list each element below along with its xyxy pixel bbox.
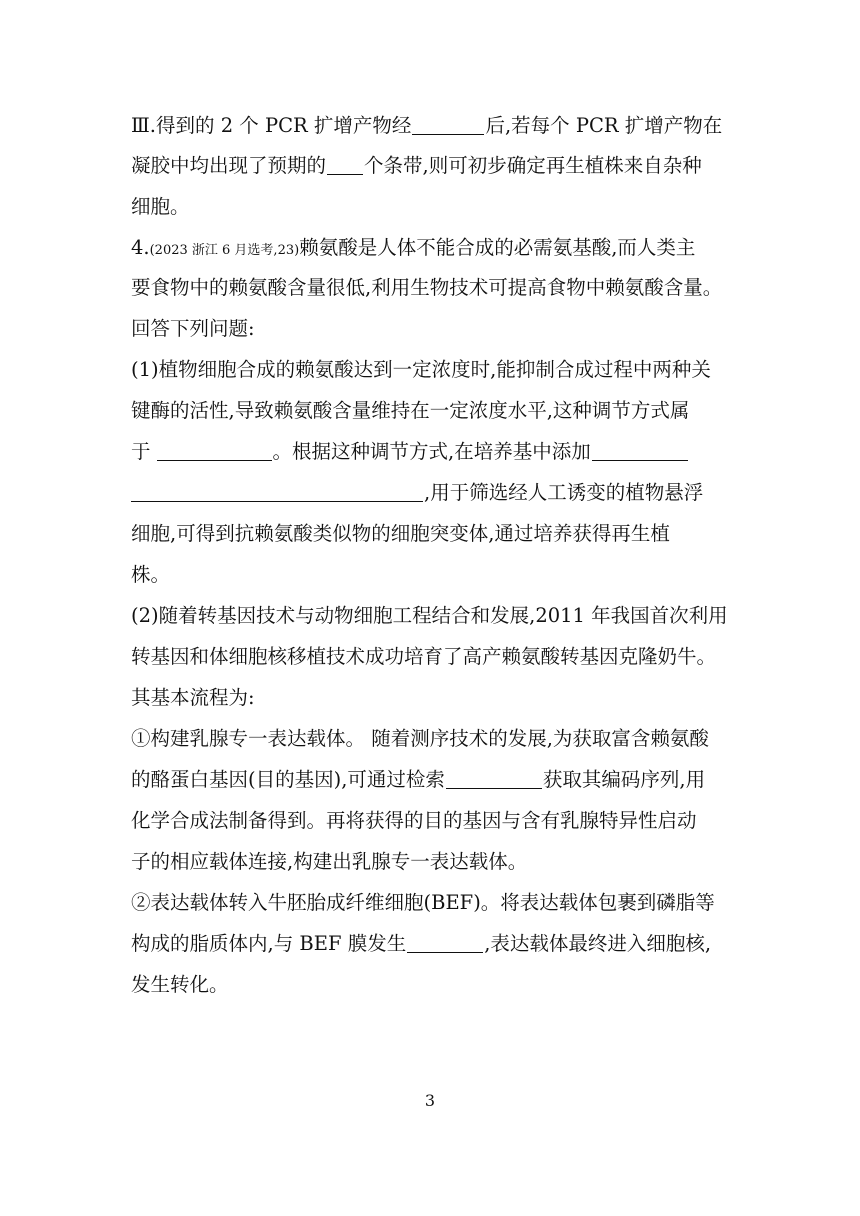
answer-blank[interactable]	[407, 932, 483, 953]
line-text: 的酪蛋白基因(目的基因),可通过检索	[131, 768, 445, 791]
text-line-8	[131, 397, 689, 425]
text-line-2	[131, 152, 702, 180]
question-4-heading	[131, 234, 695, 265]
line-text: 。根据这种调节方式,在培养基中添加	[272, 440, 591, 463]
line-text: 凝胶中均出现了预期的	[131, 154, 327, 177]
text-line-14	[131, 643, 716, 671]
line-text: 转基因和体细胞核移植技术成功培育了高产赖氨酸转基因克隆奶牛。	[131, 645, 717, 668]
line-text: ,用于筛选经人工诱变的植物悬浮	[424, 481, 704, 504]
answer-blank[interactable]	[592, 440, 688, 461]
text-line-17	[131, 766, 705, 794]
text-line-7	[131, 356, 711, 384]
text-line-10	[131, 479, 703, 507]
answer-blank[interactable]	[412, 114, 484, 135]
line-text: 个条带,则可初步确定再生植株来自杂种	[364, 154, 702, 177]
line-text: 细胞,可得到抗赖氨酸类似物的细胞突变体,通过培养获得再生植	[131, 522, 670, 545]
text-line-18	[131, 807, 697, 835]
line-text: 键酶的活性,导致赖氨酸含量维持在一定浓度水平,这种调节方式属	[131, 399, 690, 422]
text-line-11	[131, 520, 670, 548]
line-text: 后,若每个 PCR 扩增产物在	[485, 114, 723, 137]
text-line-19	[131, 848, 527, 876]
answer-blank[interactable]	[327, 154, 363, 175]
line-text: ②表达载体转入牛胚胎成纤维细胞(BEF)。将表达载体包裹到磷脂等	[131, 891, 715, 914]
text-line-15	[131, 684, 255, 712]
line-text: 子的相应载体连接,构建出乳腺专一表达载体。	[131, 850, 528, 873]
text-line-9	[131, 438, 689, 466]
line-text: 获取其编码序列,用	[542, 768, 706, 791]
text-line-13	[131, 602, 728, 630]
text-line-5	[131, 274, 722, 302]
line-text: 化学合成法制备得到。再将获得的目的基因与含有乳腺特异性启动	[131, 809, 697, 832]
text-line-3	[131, 193, 190, 221]
line-text: (2)随着转基因技术与动物细胞工程结合和发展,2011 年我国首次利用	[131, 604, 728, 627]
question-number: 4.	[131, 236, 150, 259]
text-line-12	[131, 561, 170, 589]
line-text: 构成的脂质体内,与 BEF 膜发生	[131, 932, 407, 955]
line-text: 发生转化。	[131, 973, 229, 996]
line-text: 细胞。	[131, 195, 190, 218]
line-text: ,表达载体最终进入细胞核,	[484, 932, 712, 955]
line-text: 其基本流程为:	[131, 686, 255, 709]
text-line-1	[131, 112, 722, 140]
line-text: 回答下列问题:	[131, 317, 255, 340]
line-text: Ⅲ.得到的 2 个 PCR 扩增产物经	[131, 114, 412, 137]
answer-blank[interactable]	[446, 768, 542, 789]
line-text: (1)植物细胞合成的赖氨酸达到一定浓度时,能抑制合成过程中两种关	[131, 358, 711, 381]
page-number: 3	[424, 1091, 436, 1110]
answer-blank[interactable]	[131, 481, 423, 502]
text-line-6	[131, 315, 255, 343]
line-text: 株。	[131, 563, 171, 586]
text-line-20	[131, 889, 715, 917]
text-line-22	[131, 971, 229, 999]
question-source: (2023 浙江 6 月选考,23)	[149, 243, 300, 258]
answer-blank[interactable]	[157, 440, 272, 461]
line-text: 于	[131, 440, 151, 463]
line-text: ①构建乳腺专一表达载体。 随着测序技术的发展,为获取富含赖氨酸	[131, 727, 709, 750]
text-line-21	[131, 930, 711, 958]
line-text: 赖氨酸是人体不能合成的必需氨基酸,而人类主	[299, 236, 696, 259]
text-line-16	[131, 725, 709, 753]
line-text: 要食物中的赖氨酸含量很低,利用生物技术可提高食物中赖氨酸含量。	[131, 276, 723, 299]
